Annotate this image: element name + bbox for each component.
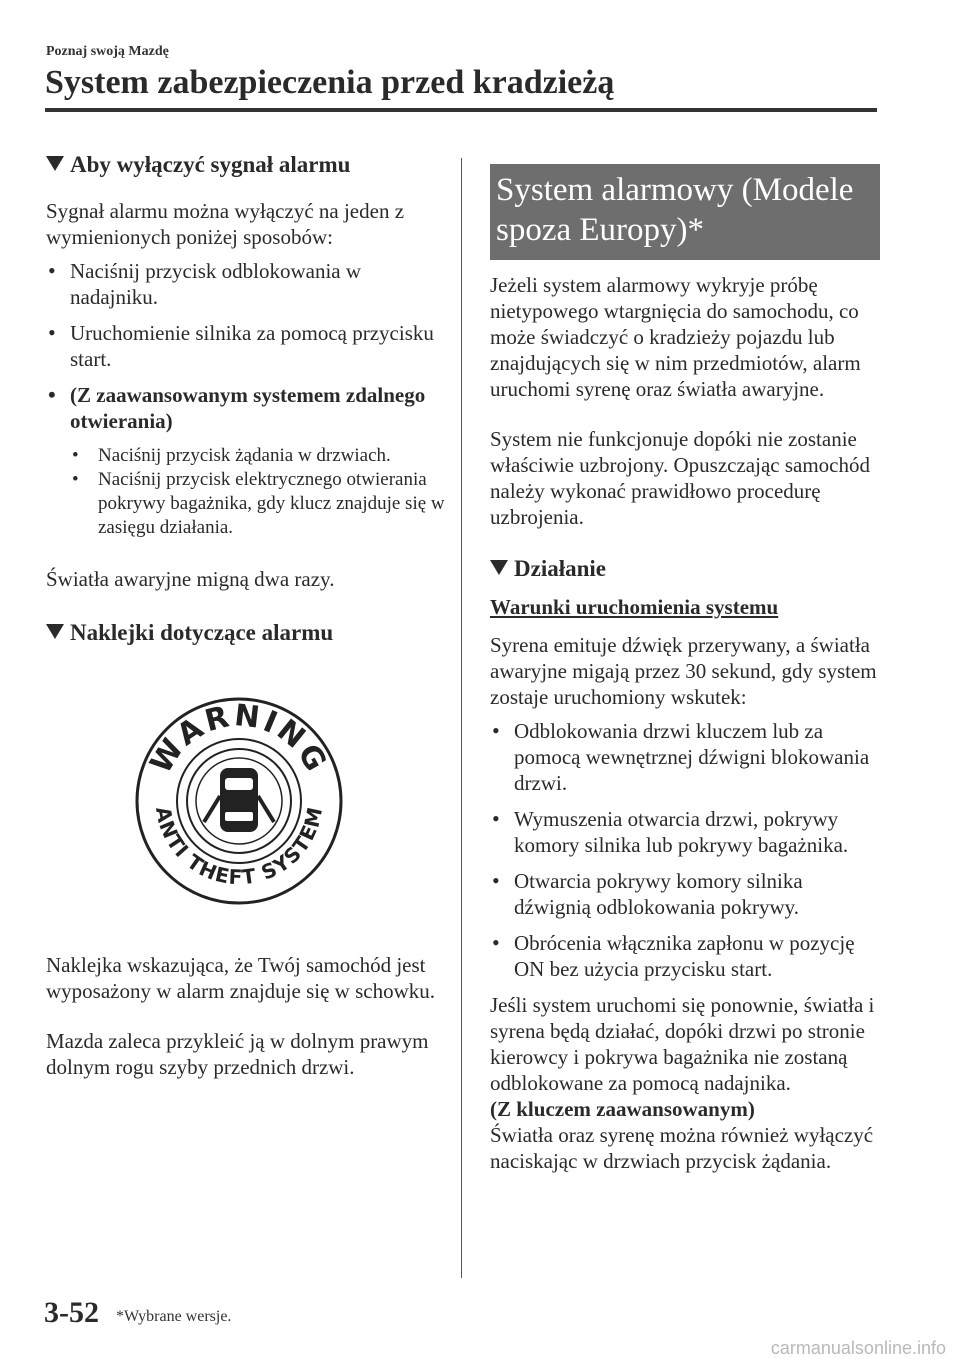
list-item: • Obrócenia włącznika zapłonu w pozycję ON bez użycia przycisku start. bbox=[490, 930, 880, 982]
subheading-trigger-conditions: Warunki uruchomienia systemu bbox=[490, 595, 779, 619]
disable-methods-list bbox=[46, 258, 446, 434]
advanced-key-note: (Z kluczem zaawansowanym) bbox=[490, 1097, 755, 1121]
sticker-location-text: Naklejka wskazująca, że Twój samochód jest wyposażony w alarm znajduje się w schowku. bbox=[46, 953, 435, 1003]
list-item: • Wymuszenia otwarcia drzwi, pokrywy komory silnika lub pokrywy bagażnika. bbox=[490, 806, 880, 858]
right-column bbox=[490, 152, 880, 1174]
sub-list-item: • Naciśnij przycisk żądania w drzwiach. bbox=[46, 444, 446, 468]
sub-list-item: • Naciśnij przycisk elektrycznego otwierania pokrywy bagażnika, gdy klucz znajduje się w zasięgu działania. bbox=[46, 468, 446, 540]
column-divider bbox=[461, 158, 462, 1278]
left-column bbox=[46, 152, 446, 1080]
trigger-conditions-list bbox=[490, 718, 880, 982]
breadcrumb: Poznaj swoją Mazdę bbox=[46, 44, 169, 59]
arming-text: System nie funkcjonuje dopóki nie zostanie właściwie uzbrojony. Opuszczając samochód należy wykonać prawidłowo procedurę uzbrojenia. bbox=[490, 427, 870, 529]
section-heading-stickers bbox=[46, 620, 446, 646]
list-item: • Uruchomienie silnika za pomocą przycisku start. bbox=[46, 320, 446, 372]
watermark: carmanualsonline.info bbox=[770, 1338, 946, 1358]
section-heading-operation bbox=[490, 556, 880, 582]
triangle-down-icon bbox=[490, 560, 508, 575]
anti-theft-sticker-image bbox=[134, 696, 344, 906]
triangle-down-icon bbox=[46, 624, 64, 639]
triangle-down-icon bbox=[46, 156, 64, 171]
footnote: *Wybrane wersje. bbox=[116, 1308, 232, 1325]
section-heading-disable-alarm bbox=[46, 152, 446, 178]
trigger-intro-text: Syrena emituje dźwięk przerywany, a światła awaryjne migają przez 30 sekund, gdy system zostaje uruchomiony wskutek: bbox=[490, 633, 877, 709]
section-title-box: System alarmowy (Modele spoza Europy)* bbox=[490, 164, 880, 260]
sticker-bottom-text: ANTI THEFT SYSTEM bbox=[150, 804, 328, 890]
list-item: • Otwarcia pokrywy komory silnika dźwignią odblokowania pokrywy. bbox=[490, 868, 880, 920]
intro-text: Sygnał alarmu można wyłączyć na jeden z wymienionych poniżej sposobów: bbox=[46, 199, 405, 249]
page-title: System zabezpieczenia przed kradzieżą bbox=[45, 64, 615, 101]
sticker-recommendation-text: Mazda zaleca przykleić ją w dolnym prawym dolnym rogu szyby przednich drzwi. bbox=[46, 1029, 429, 1079]
heading-text: Działanie bbox=[514, 556, 606, 581]
request-button-text: Światła oraz syrenę można również wyłączyć naciskając w drzwiach przycisk żądania. bbox=[490, 1123, 874, 1173]
header-rule bbox=[45, 108, 877, 112]
list-item: • Naciśnij przycisk odblokowania w nadajniku. bbox=[46, 258, 446, 310]
sticker-top-text: WARNING bbox=[143, 698, 335, 780]
heading-text: Naklejki dotyczące alarmu bbox=[70, 620, 334, 645]
hazard-note: Światła awaryjne migną dwa razy. bbox=[46, 567, 335, 591]
alarm-intro-text: Jeżeli system alarmowy wykryje próbę nietypowego wtargnięcia do samochodu, co może świadczyć o kradzieży pojazdu lub znajdujących się w nim przedmiotów, alarm uruchomi syrenę oraz światła awaryjne. bbox=[490, 273, 861, 401]
list-item: • (Z zaawansowanym systemem zdalnego otwierania) bbox=[46, 382, 446, 434]
list-item: • Odblokowania drzwi kluczem lub za pomocą wewnętrznej dźwigni blokowania drzwi. bbox=[490, 718, 880, 796]
heading-text: Aby wyłączyć sygnał alarmu bbox=[70, 152, 351, 177]
page-number: 3-52 bbox=[44, 1296, 99, 1329]
restart-text: Jeśli system uruchomi się ponownie, światła i syrena będą działać, dopóki drzwi po stronie kierowcy i pokrywa bagażnika nie zostaną odblokowane za pomocą nadajnika. bbox=[490, 993, 875, 1095]
sub-list bbox=[46, 444, 446, 540]
car-icon bbox=[204, 768, 274, 832]
